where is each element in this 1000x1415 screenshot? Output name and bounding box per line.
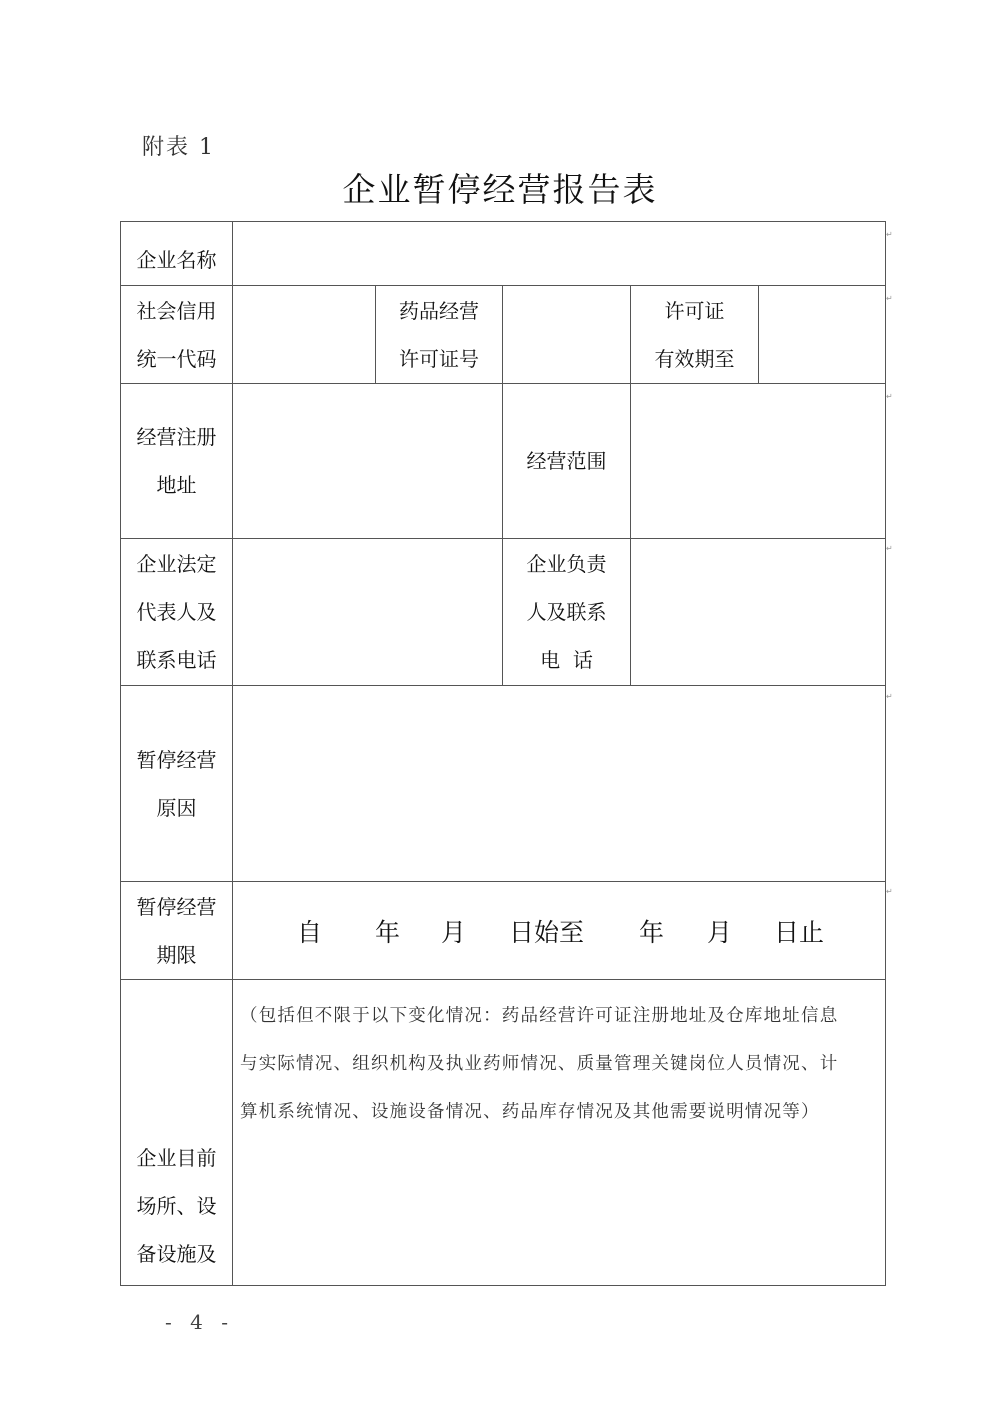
label-line: 经营范围: [526, 449, 607, 473]
suspension-reason-field[interactable]: [233, 686, 885, 881]
label-license-no: [376, 286, 502, 383]
label-line: 统一代码: [136, 346, 217, 371]
paragraph-mark-icon: ↵: [886, 692, 893, 701]
reg-address-field[interactable]: [233, 384, 502, 538]
license-expiry-field[interactable]: [759, 286, 885, 383]
credit-code-field[interactable]: [233, 286, 375, 383]
label-current-status: [121, 1133, 232, 1279]
label-line: 有效期至: [654, 346, 735, 371]
label-line: 人及联系: [526, 600, 607, 624]
label-suspension-period: [121, 882, 232, 979]
current-status-field[interactable]: [233, 1140, 885, 1285]
person-in-charge-field[interactable]: [631, 539, 885, 685]
paragraph-mark-icon: ↵: [886, 544, 893, 553]
label-line: 代表人及: [136, 600, 217, 624]
label-legal-rep: [121, 539, 232, 685]
label-line: 暂停经营: [136, 747, 217, 772]
label-line: 原因: [156, 795, 197, 820]
period-month: 月: [441, 918, 467, 947]
suspension-period-field[interactable]: [233, 905, 885, 955]
legal-rep-field[interactable]: [233, 539, 502, 685]
note-line: 算机系统情况、设施设备情况、药品库存情况及其他需要说明情况等）: [240, 1102, 820, 1122]
annex-label: 附表 1: [142, 135, 215, 160]
paragraph-mark-icon: ↵: [886, 294, 893, 303]
table-border-right: [885, 221, 886, 1286]
label-reg-address: [121, 384, 232, 538]
label-line: 企业名称: [136, 248, 217, 272]
label-business-scope: [503, 384, 630, 538]
paragraph-mark-icon: ↵: [886, 887, 893, 896]
page-title: 企业暂停经营报告表: [342, 170, 658, 209]
table-border-bottom: [120, 1285, 886, 1286]
label-line: 期限: [156, 942, 197, 967]
label-line: 许可证号: [399, 346, 479, 371]
label-line: 企业负责: [526, 552, 607, 576]
period-day-end: 日止: [774, 918, 825, 947]
paragraph-mark-icon: ↵: [886, 230, 893, 239]
label-line: 电 话: [540, 648, 593, 672]
label-license-expiry: [631, 286, 758, 383]
paragraph-mark-icon: ↵: [886, 392, 893, 401]
label-line: 地址: [156, 473, 197, 497]
label-line: 经营注册: [136, 425, 217, 449]
label-line: 联系电话: [136, 648, 217, 672]
label-credit-code: [121, 286, 232, 383]
label-line: 备设施及: [136, 1242, 217, 1266]
label-suspension-reason: [121, 686, 232, 881]
period-day-start-to: 日始至: [509, 918, 585, 947]
label-person-in-charge: [503, 539, 630, 685]
label-line: 暂停经营: [136, 894, 217, 919]
period-month: 月: [707, 918, 733, 947]
row-divider: [120, 881, 886, 882]
label-line: 场所、设: [136, 1194, 217, 1218]
company-name-field[interactable]: [233, 222, 885, 285]
period-year: 年: [639, 918, 665, 947]
license-no-field[interactable]: [503, 286, 630, 383]
period-year: 年: [375, 918, 401, 947]
period-from: 自: [297, 918, 323, 947]
label-line: 社会信用: [136, 298, 217, 323]
current-status-note: [240, 992, 885, 1136]
page-number: - 4 -: [165, 1310, 234, 1334]
business-scope-field[interactable]: [631, 384, 885, 538]
label-line: 药品经营: [399, 298, 479, 323]
row-divider: [120, 979, 886, 980]
label-line: 许可证: [664, 298, 725, 323]
note-line: 与实际情况、组织机构及执业药师情况、质量管理关键岗位人员情况、计: [240, 1054, 839, 1074]
label-line: 企业目前: [136, 1146, 217, 1170]
label-line: 企业法定: [136, 552, 217, 576]
label-company-name: [121, 236, 232, 284]
note-line: （包括但不限于以下变化情况：药品经营许可证注册地址及仓库地址信息: [240, 1006, 839, 1026]
